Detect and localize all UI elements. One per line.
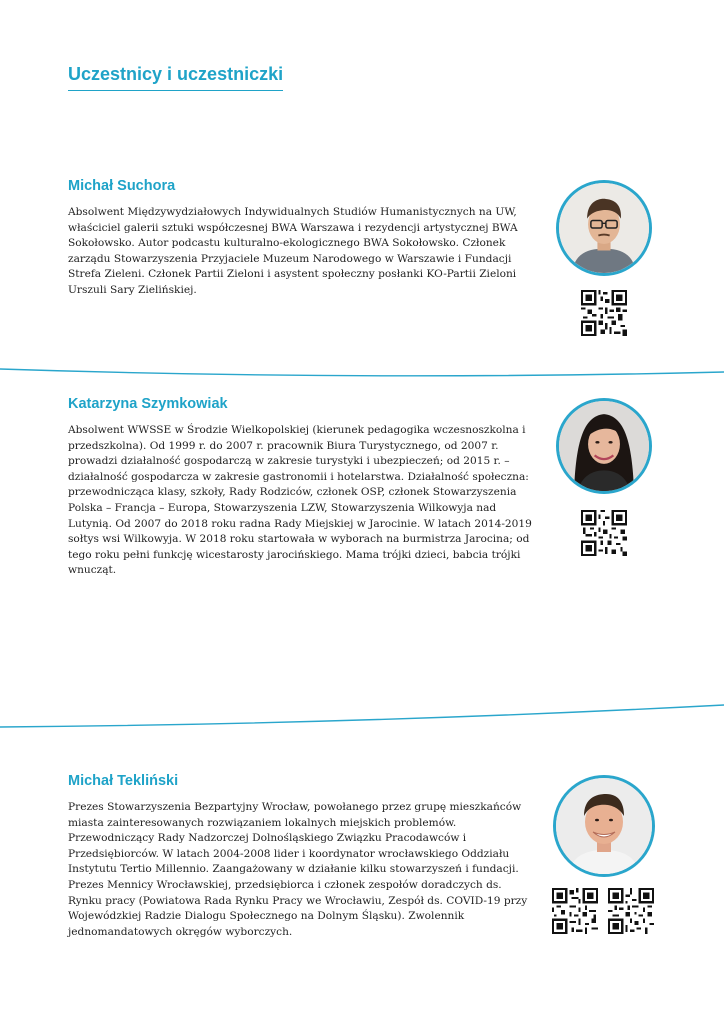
qr-code-icon [552, 888, 598, 934]
portrait-photo [556, 398, 652, 494]
woman-dark-hair-icon [559, 401, 649, 491]
person-section [68, 178, 538, 299]
person-section [68, 396, 538, 579]
man-with-glasses-icon [559, 183, 649, 273]
qr-code-icon [608, 888, 654, 934]
qr-code-icon [581, 290, 627, 336]
qr-code[interactable] [581, 290, 627, 336]
person-bio: Absolwent WWSSE w Środzie Wielkopolskiej (kierunek pedagogika wczesnoszkolna i przedszkolna). Od 1999 r. do 2007 r. pracownik Biura Turystycznego, od 2007 r. prowadzi działalność gospodarczą w zakresie turystyki i ubezpieczeń; od 2015 r. – działalność gospodarcza w zakresie gastronomii i hotelarstwa. Działalność społeczna: przewodnicząca klasy, szkoły, Rady Rodziców, członek OSP, członek Stowarzyszenia Polska – Francja – Europa, Stowarzyszenia LZW, Stowarzyszenia Wilkowyja nad Lutynią. Od 2007 do 2018 roku radna Rady Miejskiej w Jarocinie. W latach 2014-2019 sołtys wsi Wilkowyja. W 2018 roku startowała w wyborach na burmistrza Jarocina; od tego roku pełni funkcję wicestarosty jarocińskiego. Mama trójki dzieci, babcia trójki wnucząt. [68, 424, 532, 577]
portrait-photo [556, 180, 652, 276]
person-name: Katarzyna Szymkowiak [68, 396, 228, 412]
person-bio: Prezes Stowarzyszenia Bezpartyjny Wrocław, powołanego przez grupę mieszkańców miasta zainteresowanych rozwiązaniem lokalnych miejskich problemów. Przewodniczący Rady Nadzorczej Dolnośląskiego Związku Pracodawców i Przedsiębiorców. W latach 2004-2008 lider i koordynator wrocławskiego Oddziału Instytutu Tertio Millennio. Zaangażowany w działanie kilku stowarzyszeń i fundacji. Prezes Mennicy Wrocławskiej, przedsiębiorca i członek zespołów doradczych ds. Rynku pracy (Powiatowa Rada Rynku Pracy we Wrocławiu, Zespół ds. COVID-19 przy Wojewódzkiej Radzie Dialogu Społecznego na Dolnym Śląsku). Zwolennik jednomandatowych okręgów wyborczych. [68, 801, 528, 938]
qr-code-icon [581, 510, 627, 556]
person-name: Michał Tekliński [68, 773, 179, 789]
qr-code[interactable] [581, 510, 627, 556]
page-title: Uczestnicy i uczestniczki [68, 64, 283, 91]
section-divider [0, 355, 724, 387]
person-section [68, 773, 538, 940]
smiling-man-icon [556, 778, 652, 874]
person-bio: Absolwent Międzywydziałowych Indywidualnych Studiów Humanistycznych na UW, właściciel galerii sztuki współczesnej BWA Warszawa i rezydencji artystycznej BWA Sokołowsko. Autor podcastu kulturalno-ekologicznego BWA Sokołowsko. Członek zarządu Stowarzyszenia Przyjaciele Muzeum Narodowego w Warszawie i Fundacji Strefa Zieleni. Członek Partii Zieloni i asystent społeczny posłanki KO-Partii Zieloni Urszuli Sary Zielińskiej. [68, 206, 518, 296]
qr-code[interactable] [608, 888, 654, 934]
qr-code[interactable] [552, 888, 598, 934]
section-divider [0, 700, 724, 732]
person-name: Michał Suchora [68, 178, 176, 194]
portrait-photo [553, 775, 655, 877]
